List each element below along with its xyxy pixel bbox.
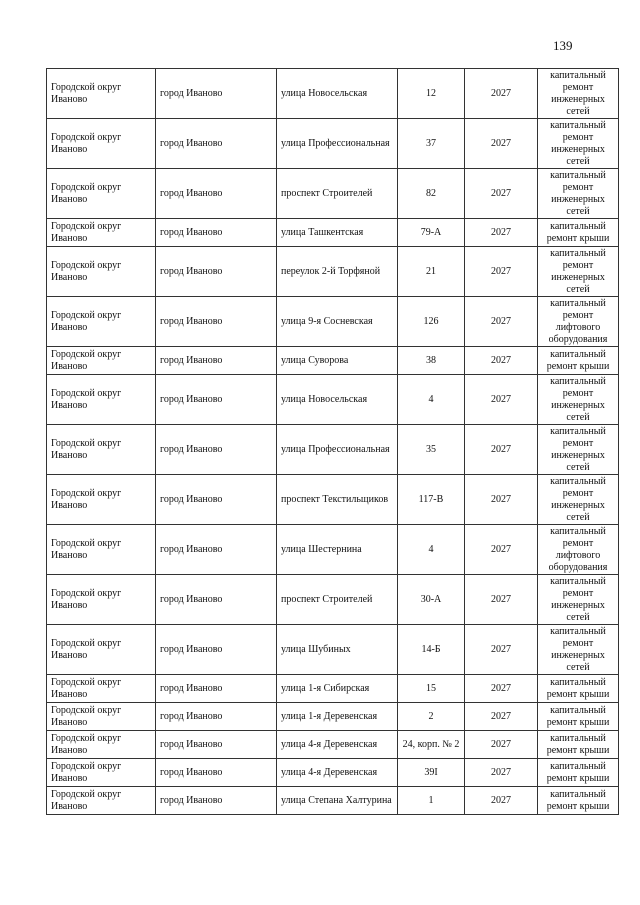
district-cell: Городской округ Иваново <box>47 475 156 525</box>
street-cell: улица Новосельская <box>277 375 398 425</box>
work-type-cell: капитальный ремонт лифтового оборудования <box>538 297 619 347</box>
year-cell: 2027 <box>465 575 538 625</box>
year-cell: 2027 <box>465 247 538 297</box>
table-row <box>47 731 619 759</box>
district-cell: Городской округ Иваново <box>47 347 156 375</box>
house-number-cell: 38 <box>398 347 465 375</box>
street-cell: проспект Строителей <box>277 575 398 625</box>
city-cell: город Иваново <box>156 247 277 297</box>
house-number-cell: 1 <box>398 787 465 815</box>
street-cell: переулок 2-й Торфяной <box>277 247 398 297</box>
city-cell: город Иваново <box>156 475 277 525</box>
work-type-cell: капитальный ремонт крыши <box>538 759 619 787</box>
house-number-cell: 82 <box>398 169 465 219</box>
house-number-cell: 24, корп. № 2 <box>398 731 465 759</box>
city-cell: город Иваново <box>156 119 277 169</box>
district-cell: Городской округ Иваново <box>47 759 156 787</box>
work-type-cell: капитальный ремонт крыши <box>538 675 619 703</box>
city-cell: город Иваново <box>156 297 277 347</box>
year-cell: 2027 <box>465 703 538 731</box>
work-type-cell: капитальный ремонт инженерных сетей <box>538 119 619 169</box>
city-cell: город Иваново <box>156 375 277 425</box>
house-number-cell: 15 <box>398 675 465 703</box>
year-cell: 2027 <box>465 347 538 375</box>
street-cell: улица Ташкентская <box>277 219 398 247</box>
city-cell: город Иваново <box>156 525 277 575</box>
street-cell: улица 4-я Деревенская <box>277 731 398 759</box>
house-number-cell: 79-А <box>398 219 465 247</box>
table-row <box>47 169 619 219</box>
street-cell: улица Шубиных <box>277 625 398 675</box>
work-type-cell: капитальный ремонт инженерных сетей <box>538 247 619 297</box>
table-row <box>47 375 619 425</box>
house-number-cell: 14-Б <box>398 625 465 675</box>
year-cell: 2027 <box>465 475 538 525</box>
house-number-cell: 4 <box>398 525 465 575</box>
year-cell: 2027 <box>465 119 538 169</box>
table-row <box>47 625 619 675</box>
year-cell: 2027 <box>465 787 538 815</box>
city-cell: город Иваново <box>156 575 277 625</box>
year-cell: 2027 <box>465 219 538 247</box>
year-cell: 2027 <box>465 675 538 703</box>
work-type-cell: капитальный ремонт крыши <box>538 219 619 247</box>
work-type-cell: капитальный ремонт инженерных сетей <box>538 375 619 425</box>
table-row <box>47 787 619 815</box>
house-number-cell: 37 <box>398 119 465 169</box>
house-number-cell: 4 <box>398 375 465 425</box>
district-cell: Городской округ Иваново <box>47 675 156 703</box>
house-number-cell: 35 <box>398 425 465 475</box>
street-cell: улица 1-я Сибирская <box>277 675 398 703</box>
house-number-cell: 30-А <box>398 575 465 625</box>
table-row <box>47 219 619 247</box>
house-number-cell: 2 <box>398 703 465 731</box>
district-cell: Городской округ Иваново <box>47 297 156 347</box>
year-cell: 2027 <box>465 297 538 347</box>
work-type-cell: капитальный ремонт крыши <box>538 347 619 375</box>
street-cell: улица Степана Халтурина <box>277 787 398 815</box>
city-cell: город Иваново <box>156 347 277 375</box>
table-row <box>47 247 619 297</box>
work-type-cell: капитальный ремонт крыши <box>538 731 619 759</box>
work-type-cell: капитальный ремонт инженерных сетей <box>538 169 619 219</box>
city-cell: город Иваново <box>156 703 277 731</box>
work-type-cell: капитальный ремонт крыши <box>538 703 619 731</box>
table-row <box>47 347 619 375</box>
city-cell: город Иваново <box>156 625 277 675</box>
year-cell: 2027 <box>465 625 538 675</box>
district-cell: Городской округ Иваново <box>47 625 156 675</box>
district-cell: Городской округ Иваново <box>47 525 156 575</box>
district-cell: Городской округ Иваново <box>47 703 156 731</box>
house-number-cell: 12 <box>398 69 465 119</box>
district-cell: Городской округ Иваново <box>47 425 156 475</box>
table-row <box>47 475 619 525</box>
district-cell: Городской округ Иваново <box>47 731 156 759</box>
table-body <box>47 69 619 815</box>
street-cell: улица Шестернина <box>277 525 398 575</box>
table-row <box>47 703 619 731</box>
city-cell: город Иваново <box>156 219 277 247</box>
table-row <box>47 675 619 703</box>
work-type-cell: капитальный ремонт крыши <box>538 787 619 815</box>
table-row <box>47 119 619 169</box>
street-cell: улица 4-я Деревенская <box>277 759 398 787</box>
work-type-cell: капитальный ремонт инженерных сетей <box>538 475 619 525</box>
work-type-cell: капитальный ремонт инженерных сетей <box>538 575 619 625</box>
city-cell: город Иваново <box>156 759 277 787</box>
street-cell: улица Профессиональная <box>277 425 398 475</box>
year-cell: 2027 <box>465 425 538 475</box>
page-number: 139 <box>553 38 573 53</box>
work-type-cell: капитальный ремонт лифтового оборудования <box>538 525 619 575</box>
year-cell: 2027 <box>465 731 538 759</box>
street-cell: проспект Текстильщиков <box>277 475 398 525</box>
work-type-cell: капитальный ремонт инженерных сетей <box>538 425 619 475</box>
district-cell: Городской округ Иваново <box>47 787 156 815</box>
district-cell: Городской округ Иваново <box>47 375 156 425</box>
city-cell: город Иваново <box>156 731 277 759</box>
city-cell: город Иваново <box>156 787 277 815</box>
work-type-cell: капитальный ремонт инженерных сетей <box>538 625 619 675</box>
table-row <box>47 759 619 787</box>
year-cell: 2027 <box>465 169 538 219</box>
year-cell: 2027 <box>465 525 538 575</box>
district-cell: Городской округ Иваново <box>47 575 156 625</box>
repair-schedule-table <box>46 68 619 815</box>
street-cell: проспект Строителей <box>277 169 398 219</box>
table-row <box>47 525 619 575</box>
district-cell: Городской округ Иваново <box>47 169 156 219</box>
street-cell: улица Суворова <box>277 347 398 375</box>
street-cell: улица Профессиональная <box>277 119 398 169</box>
year-cell: 2027 <box>465 759 538 787</box>
street-cell: улица 1-я Деревенская <box>277 703 398 731</box>
district-cell: Городской округ Иваново <box>47 69 156 119</box>
district-cell: Городской округ Иваново <box>47 247 156 297</box>
city-cell: город Иваново <box>156 425 277 475</box>
year-cell: 2027 <box>465 69 538 119</box>
city-cell: город Иваново <box>156 675 277 703</box>
house-number-cell: 21 <box>398 247 465 297</box>
work-type-cell: капитальный ремонт инженерных сетей <box>538 69 619 119</box>
house-number-cell: 117-В <box>398 475 465 525</box>
table-row <box>47 297 619 347</box>
table-row <box>47 425 619 475</box>
table-row <box>47 575 619 625</box>
city-cell: город Иваново <box>156 169 277 219</box>
house-number-cell: 126 <box>398 297 465 347</box>
street-cell: улица Новосельская <box>277 69 398 119</box>
city-cell: город Иваново <box>156 69 277 119</box>
year-cell: 2027 <box>465 375 538 425</box>
house-number-cell: 39I <box>398 759 465 787</box>
district-cell: Городской округ Иваново <box>47 219 156 247</box>
table-row <box>47 69 619 119</box>
district-cell: Городской округ Иваново <box>47 119 156 169</box>
street-cell: улица 9-я Сосневская <box>277 297 398 347</box>
